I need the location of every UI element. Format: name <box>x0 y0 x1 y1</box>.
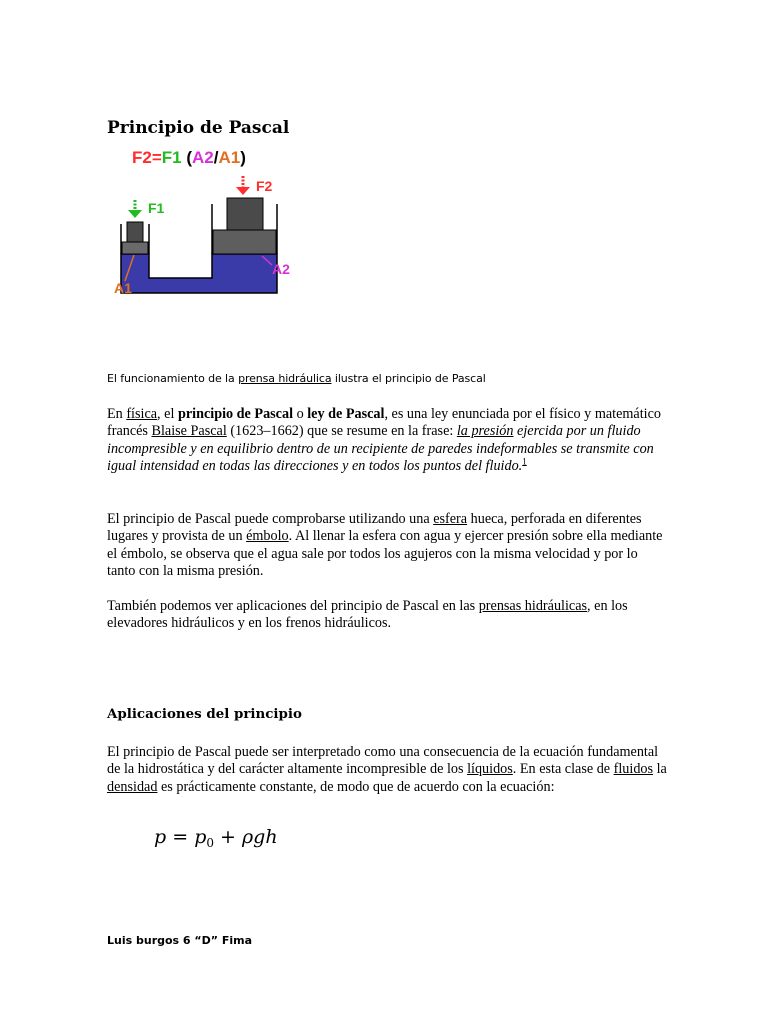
formula-f2: F2 <box>132 148 152 167</box>
fluid-vessel <box>121 254 277 293</box>
link-presion[interactable]: la presión <box>456 423 514 440</box>
link-prensas-hidraulicas[interactable]: prensas hidráulicas <box>478 598 588 614</box>
link-fluidos[interactable]: fluidos <box>613 761 654 778</box>
link-fisica[interactable]: física <box>126 406 158 422</box>
link-densidad[interactable]: densidad <box>107 778 158 795</box>
formula-a2: A2 <box>192 148 214 167</box>
formula-slash: / <box>213 148 219 167</box>
footnote-link[interactable]: 1 <box>522 456 527 467</box>
large-piston-head <box>213 230 276 254</box>
link-esfera[interactable]: esfera <box>433 511 468 527</box>
term-principio-de-pascal: principio de Pascal <box>177 406 294 422</box>
paragraph-esfera: El principio de Pascal puede comprobarse utilizando una esfera hueca, perforada en diferentes lugares y provista de un émbolo. Al llenar la esfera con agua y ejercer presión sobre ella mediante el émbolo, se observa que el agua sale por todos los agujeros con la misma velocidad y por lo tanto con la misma presión. <box>107 511 663 580</box>
page-title: Principio de Pascal <box>107 118 290 138</box>
label-a1: A1 <box>114 280 132 296</box>
term-ley-de-pascal: ley de Pascal <box>307 406 385 422</box>
diagram-formula <box>132 148 246 167</box>
label-f2: F2 <box>256 178 273 194</box>
figure-caption: El funcionamiento de la prensa hidráulica ilustra el principio de Pascal <box>107 372 486 385</box>
small-piston-head <box>122 242 148 254</box>
f1-arrow-icon <box>128 200 142 218</box>
large-piston-rod <box>227 198 263 230</box>
formula-a1: A1 <box>218 148 241 167</box>
hydrostatic-equation: $p = p_0 + \rho gh$ <box>154 826 278 850</box>
formula-equals: = <box>151 148 162 167</box>
formula-open-paren: ( <box>181 148 193 167</box>
small-piston-rod <box>127 222 143 242</box>
link-blaise-pascal[interactable]: Blaise Pascal <box>151 423 227 440</box>
label-f1: F1 <box>148 200 165 216</box>
paragraph-hidrostatica: El principio de Pascal puede ser interpretado como una consecuencia de la ecuación fundamental de la hidrostática y del carácter altamente incompresible de los líquidos. En esta clase de fluidos la densidad es prácticamente constante, de modo que de acuerdo con la ecuación: <box>107 744 667 795</box>
paragraph-definition: En física, el principio de Pascal o ley de Pascal, es una ley enunciada por el físico y matemático francés Blaise Pascal (1623–1662) que se resume en la frase: la presión ejercida por un fluido incompresible y en equilibrio dentro de un recipiente de paredes indeformables se transmite con igual intensidad en todas las direcciones y en todos los puntos del fluido.$^1$ <box>107 406 662 475</box>
section-heading: Aplicaciones del principio <box>107 706 302 722</box>
f2-arrow-icon <box>236 176 250 195</box>
paragraph-aplicaciones: También podemos ver aplicaciones del principio de Pascal en las prensas hidráulicas, en los elevadores hidráulicos y en los frenos hidráulicos. <box>107 598 628 632</box>
hydraulic-press-diagram <box>100 140 300 300</box>
formula-f1: F1 <box>161 148 182 167</box>
link-prensa-hidraulica[interactable]: prensa hidráulica <box>238 372 332 385</box>
link-embolo[interactable]: émbolo <box>246 528 289 545</box>
label-a2: A2 <box>272 261 290 277</box>
author-footer: Luis burgos 6 “D” Fima <box>107 934 252 947</box>
formula-close-paren: ) <box>240 148 246 167</box>
link-liquidos[interactable]: líquidos <box>467 761 513 778</box>
